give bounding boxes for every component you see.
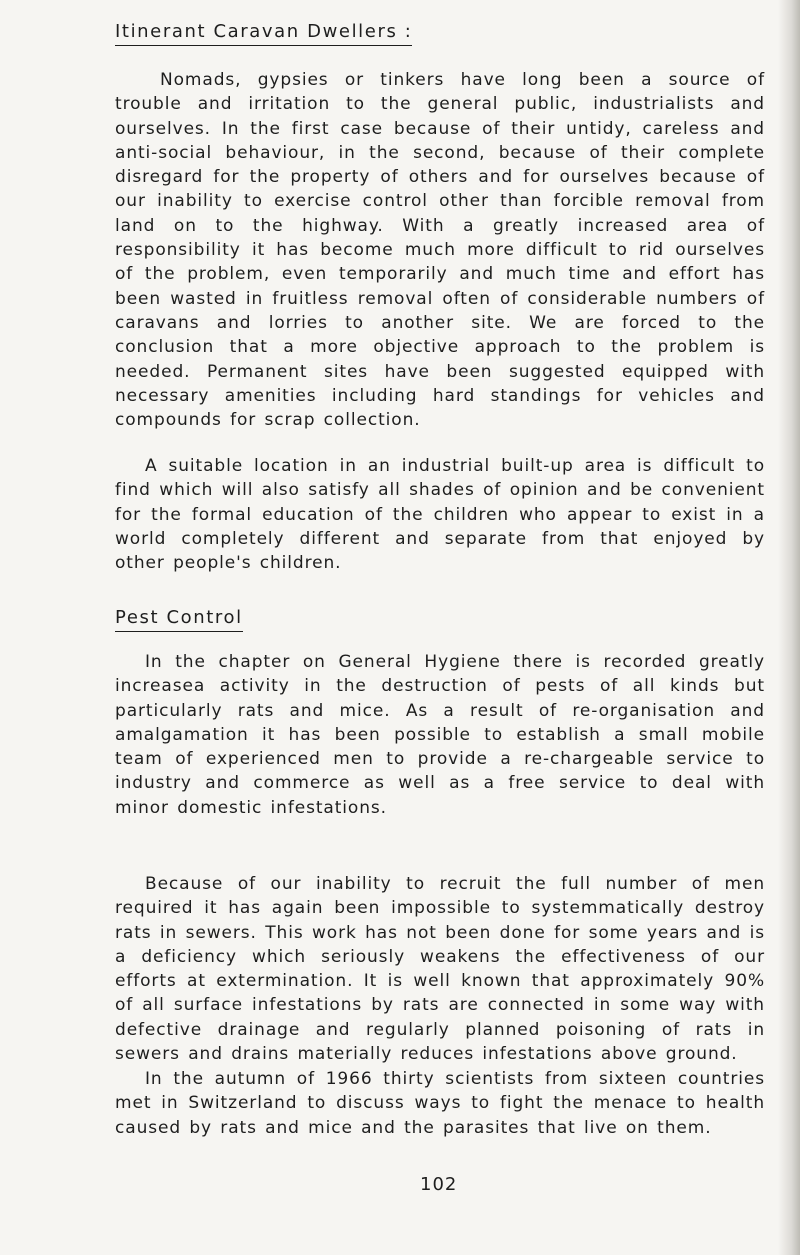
paragraph-caravan-2: A suitable location in an industrial built-up area is difficult to find which will also satisfy all shades of opinion and be convenient for the formal education of the children who appear to exist in a world completely different and separate from that enjoyed by other people's children. (115, 456, 765, 574)
paragraph-caravan-1: Nomads, gypsies or tinkers have long been a source of trouble and irritation to the general public, industrialists and ourselves. In the first case because of their untidy, careless and anti-social behaviour, in the second, because of their complete disregard for the property of others and for ourselves because of our inability to exercise control other than forcible removal from land on to the highway. With a greatly increased area of responsibility it has become much more difficult to rid ourselves of the problem, even temporarily and much time and effort has been wasted in fruitless removal often of considerable numbers of caravans and lorries to another site. We are forced to the conclusion that a more objective approach to the problem is needed. Permanent sites have been suggested equipped with necessary amenities including hard standings for vehicles and compounds for scrap collection. (115, 70, 765, 431)
paragraph-pest-3: In the autumn of 1966 thirty scientists from sixteen countries met in Switzerland to discuss ways to fight the menace to health caused by rats and mice and the parasites that live on them. (115, 1069, 765, 1138)
page-edge-shadow (778, 0, 800, 1255)
paragraph-pest-1: In the chapter on General Hygiene there is recorded greatly increasea activity in the destruction of pests of all kinds but particularly rats and mice. As a result of re-organisation and amalgamation it has been possible to establish a small mobile team of experienced men to provide a re-chargeable service to industry and commerce as well as a free service to deal with minor domestic infestations. (115, 652, 765, 818)
section-heading-caravan-dwellers: Itinerant Caravan Dwellers : (115, 21, 412, 46)
paragraph-pest-2: Because of our inability to recruit the full number of men required it has again been impossible to systemmatically destroy rats in sewers. This work has not been done for some years and is a deficiency which seriously weakens the effectiveness of our efforts at extermination. It is well known that approximately 90% of all surface infestations by rats are connected in some way with defective drainage and regularly planned poisoning of rats in sewers and drains materially reduces infestations above ground. (115, 874, 765, 1065)
page-number: 102 (420, 1174, 458, 1195)
section-heading-pest-control: Pest Control (115, 607, 243, 632)
